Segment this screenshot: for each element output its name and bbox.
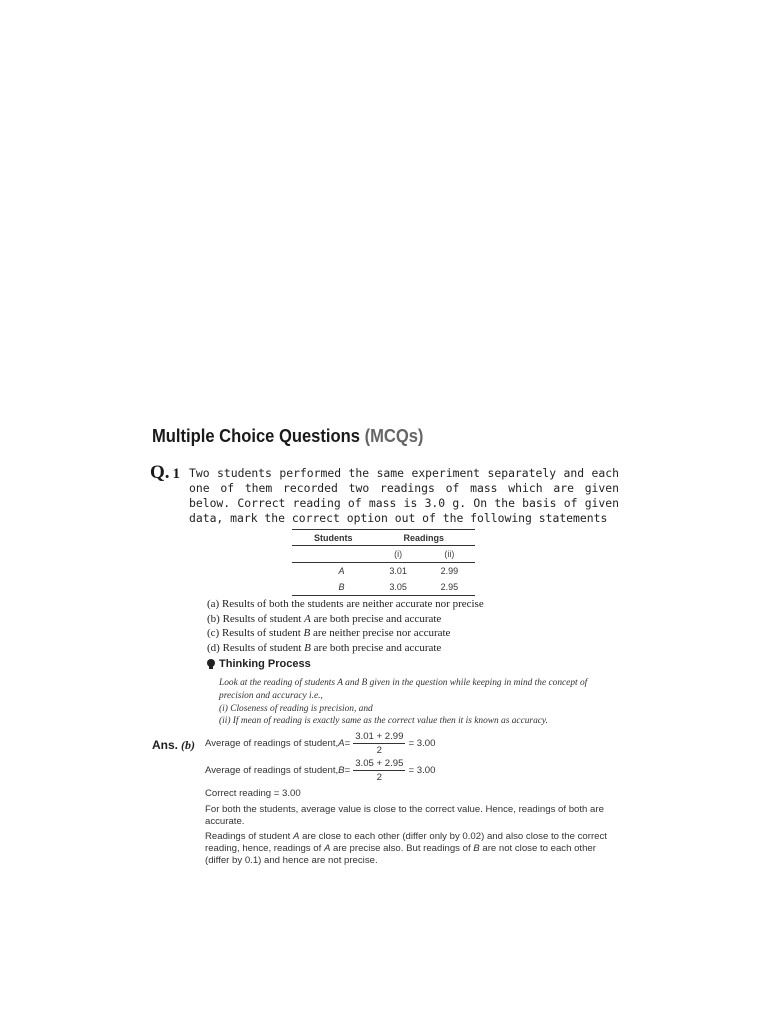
option-c: [207, 626, 627, 641]
option-b: [207, 612, 627, 627]
thinking-process-title: Thinking Process: [219, 658, 311, 670]
question-text: Two students performed the same experiment separately and each one of them recorded two readings of mass which are given below. Correct reading of mass is 3.0 g. On the basis of given data, mark the correct option out of the following statements: [189, 466, 619, 525]
answer-label: [152, 738, 195, 753]
table-header-row: [292, 530, 475, 546]
eq2-result: = 3.00: [408, 765, 436, 776]
question-number: 1: [172, 466, 181, 482]
eq2-text: Average of readings of student,: [205, 765, 339, 776]
header-students: Students: [292, 530, 373, 546]
para2-part-2: are close to each other (differ only by 0.02) and also close to the correct reading, hence, readings of: [205, 831, 607, 855]
table-subheader-row: [292, 546, 475, 563]
option-d: [207, 641, 627, 656]
answer-body: [205, 788, 617, 871]
answer-paragraph-2: [205, 831, 617, 866]
section-title-abbrev: (MCQs): [364, 426, 424, 446]
thinking-process-text: [219, 677, 619, 728]
answer-option: (b): [181, 738, 196, 752]
para2-part-3: are precise also. But readings of: [330, 843, 474, 855]
eq1-var: A: [338, 738, 345, 749]
thinking-point-2: (ii) If mean of reading is exactly same as the correct value then it is known as accuracy.: [219, 716, 548, 727]
eq2-equals: =: [344, 765, 351, 776]
subheader-empty: [292, 546, 373, 563]
subheader-i: (i): [373, 546, 424, 563]
header-readings: Readings: [373, 530, 475, 546]
eq2-var: B: [338, 765, 345, 776]
correct-reading: Correct reading = 3.00: [205, 788, 301, 799]
eq1-text: Average of readings of student,: [205, 738, 339, 749]
question-label: [150, 462, 180, 484]
option-c-var: B: [303, 627, 311, 640]
reading-2: 2.99: [440, 566, 459, 576]
equation-student-b: [205, 758, 435, 783]
eq1-denominator: 2: [376, 745, 382, 756]
option-c-prefix: (c) Results of student: [207, 627, 304, 640]
para2-part-1: Readings of student: [205, 831, 294, 843]
answer-paragraph-1: For both the students, average value is close to the correct value. Hence, readings of both are accurate.: [205, 803, 604, 827]
thinking-point-1: (i) Closeness of reading is precision, and: [219, 703, 373, 714]
reading-1: 3.01: [389, 566, 407, 576]
answer-label-text: Ans.: [152, 738, 179, 752]
para2-var-2: A: [323, 843, 331, 855]
section-title: [152, 426, 423, 447]
student-name: A: [338, 566, 345, 576]
option-d-suffix: are both precise and accurate: [310, 641, 442, 654]
thinking-process-heading: [207, 658, 311, 670]
student-name: B: [292, 579, 373, 596]
equation-student-a: [205, 731, 435, 756]
option-a-text: (a) Results of both the students are neither accurate nor precise: [207, 598, 484, 610]
eq1-numerator: 3.01 + 2.99: [355, 731, 404, 742]
table-row: [292, 579, 475, 596]
readings-table: [292, 529, 475, 596]
para2-var-1: A: [293, 831, 300, 843]
option-d-prefix: (d) Results of student: [207, 641, 305, 654]
para2-part-4: are not close to each other (differ by 0.1) and hence are not precise.: [205, 843, 596, 866]
option-d-var: B: [304, 641, 311, 654]
option-b-prefix: (b) Results of student: [207, 612, 305, 625]
option-b-var: A: [304, 612, 311, 625]
lightbulb-icon: [207, 659, 215, 670]
option-b-suffix: are both precise and accurate: [310, 612, 442, 625]
option-a: [207, 597, 627, 612]
eq1-fraction: [353, 731, 405, 756]
reading-1: 3.05: [373, 579, 424, 596]
options-list: [207, 597, 627, 655]
subheader-ii: (ii): [424, 546, 475, 563]
question-q: Q.: [150, 462, 170, 483]
table-row: [292, 563, 475, 580]
section-title-text: Multiple Choice Questions: [152, 426, 360, 446]
thinking-intro: Look at the reading of students A and B given in the question while keeping in mind the concept of precision and accuracy i.e.,: [219, 678, 588, 701]
reading-2: 2.95: [424, 579, 475, 596]
option-c-suffix: are neither precise nor accurate: [310, 627, 451, 640]
eq1-equals: =: [344, 738, 351, 749]
eq2-numerator: 3.05 + 2.95: [355, 758, 404, 769]
eq1-result: = 3.00: [408, 738, 436, 749]
eq2-denominator: 2: [376, 772, 382, 783]
para2-var-3: B: [473, 843, 480, 855]
eq2-fraction: [353, 758, 405, 783]
